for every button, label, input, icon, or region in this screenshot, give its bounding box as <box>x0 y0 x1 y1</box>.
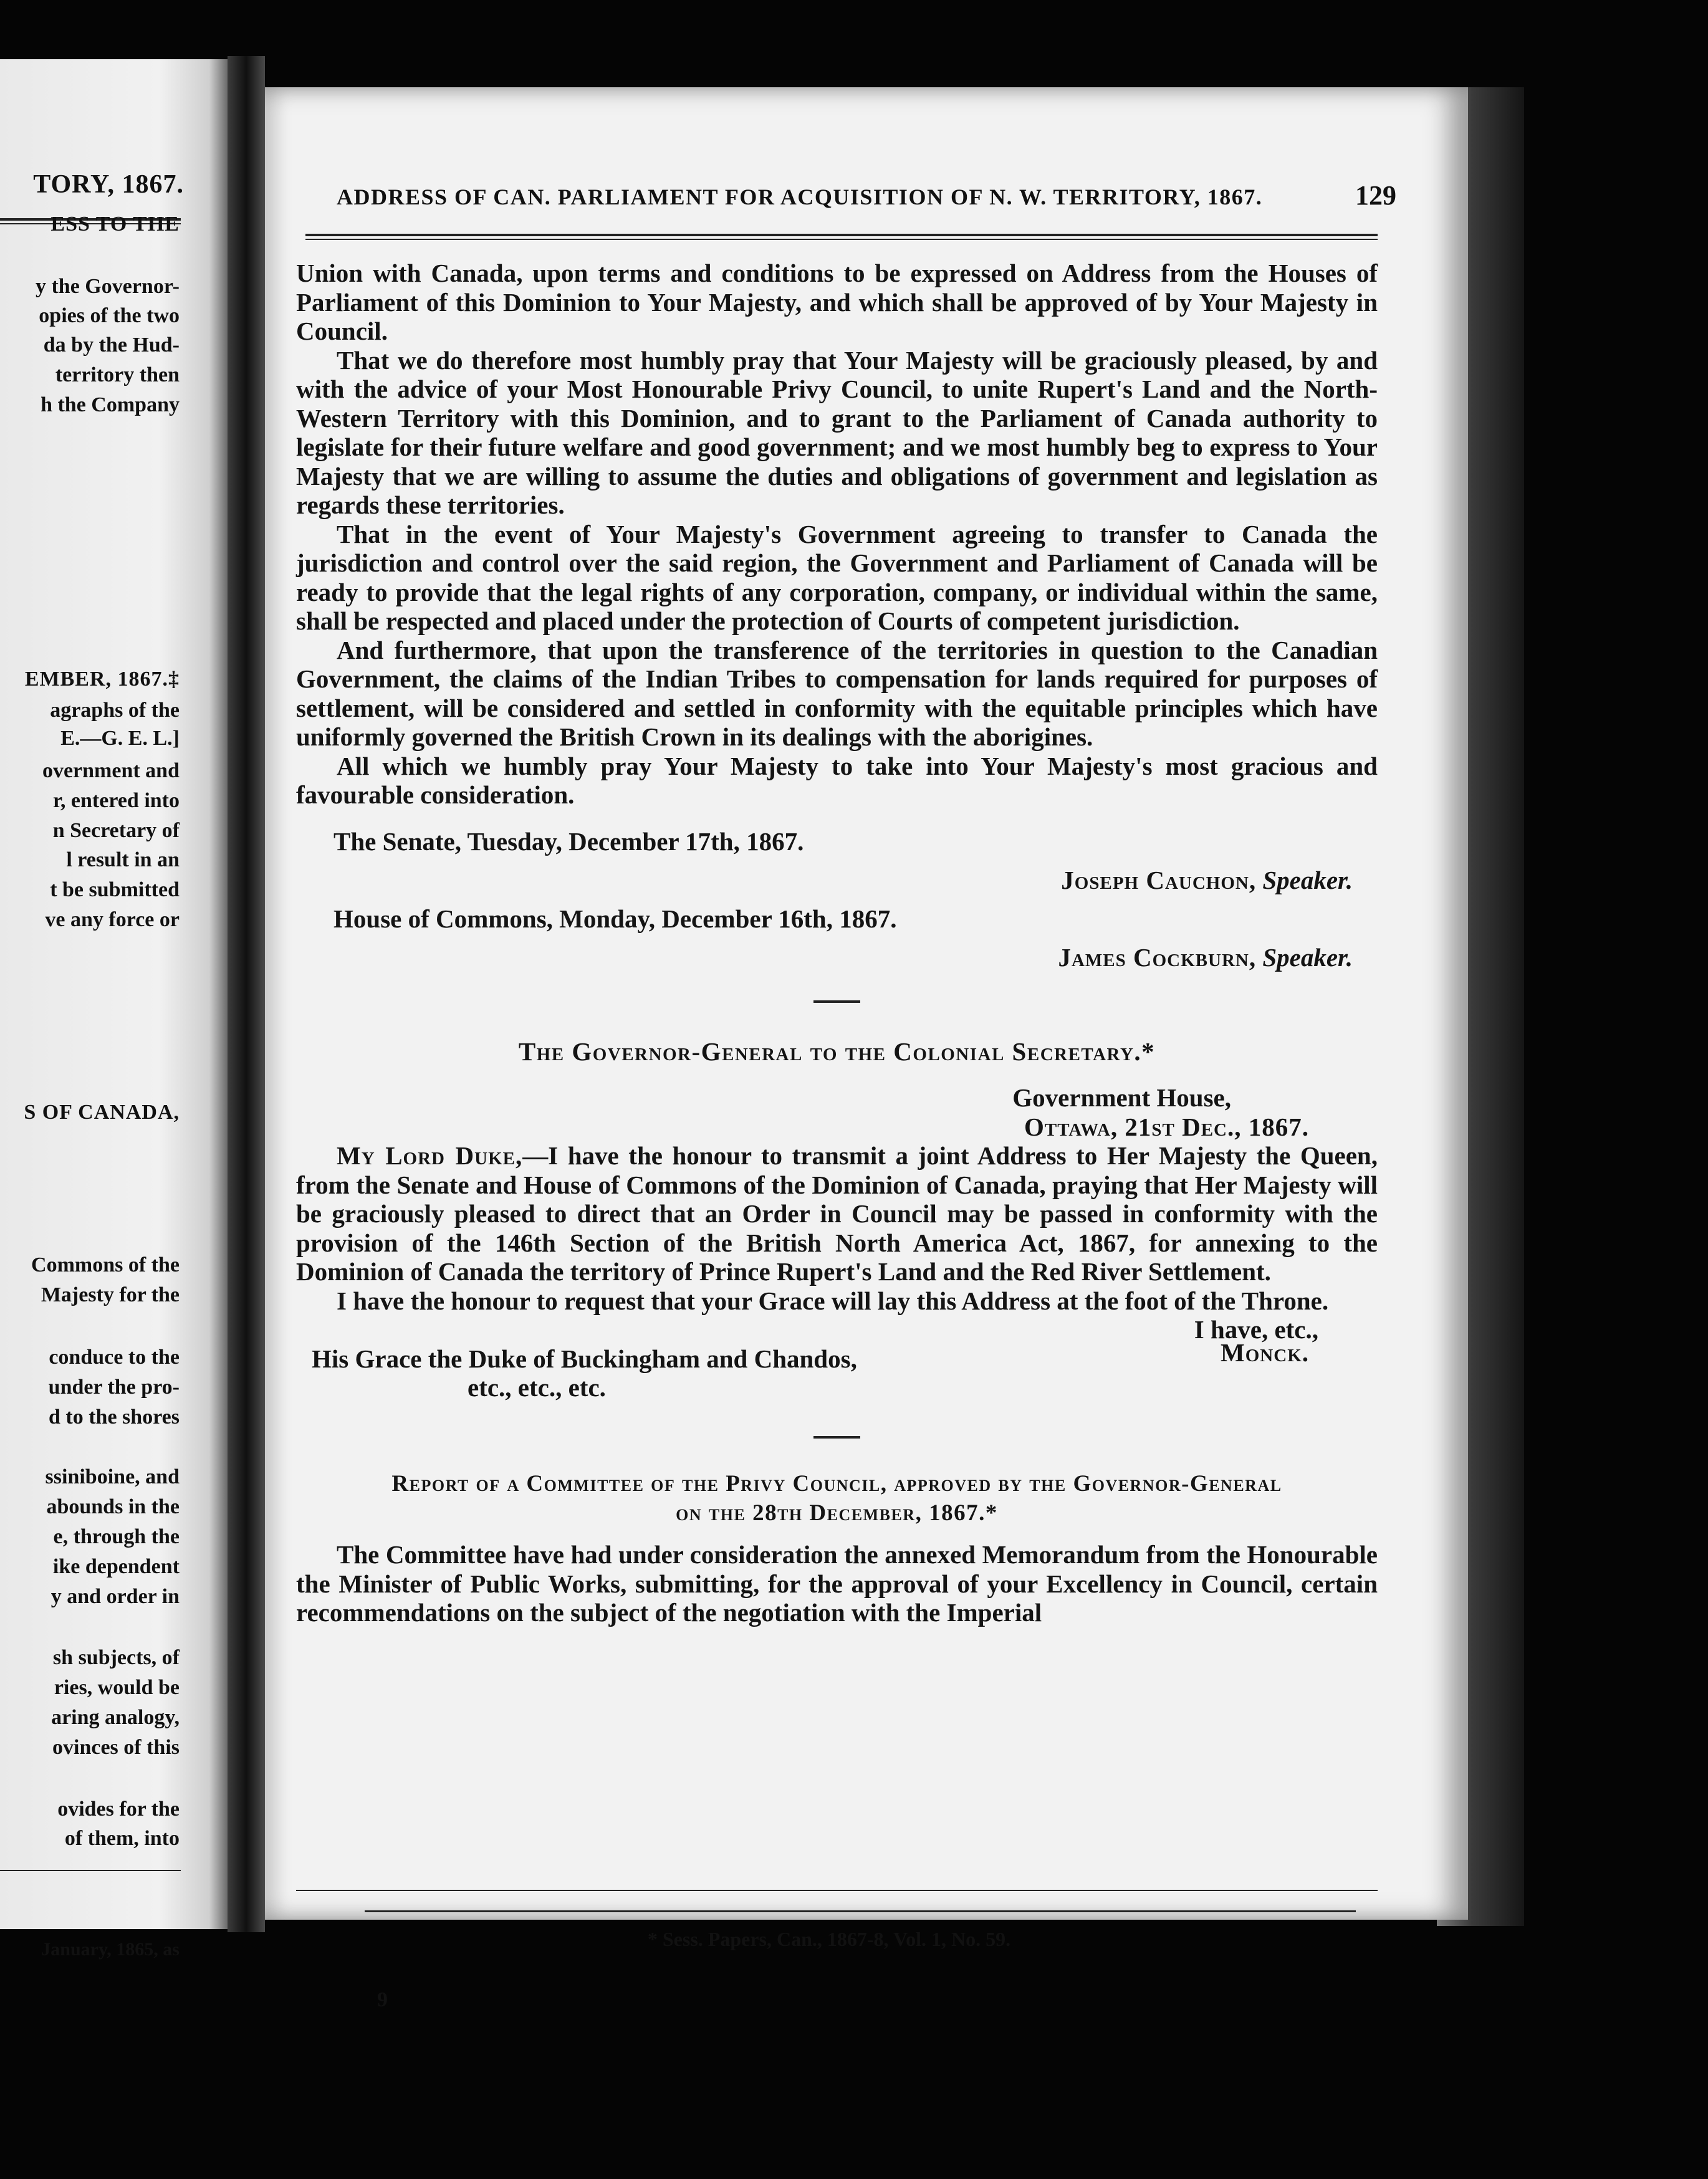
senate-date-block <box>296 827 1378 866</box>
facing-page-line: E.—G. E. L.] <box>60 727 180 750</box>
senate-speaker <box>1061 866 1353 895</box>
facing-page-line: d to the shores <box>49 1406 180 1429</box>
facing-page-line: ovides for the <box>57 1798 180 1821</box>
commons-speaker-name: James Cockburn, <box>1058 942 1257 972</box>
running-head-title: ADDRESS OF CAN. PARLIAMENT FOR ACQUISITION OF N. W. TERRITORY, 1867. <box>337 184 1263 209</box>
facing-page-line: aring analogy, <box>51 1706 180 1729</box>
facing-page-line: ssiniboine, and <box>45 1465 180 1488</box>
footer-rule <box>296 1890 1378 1891</box>
running-head <box>337 180 1396 211</box>
facing-page-line: overnment and <box>42 759 180 782</box>
facing-page-line: t be submitted <box>50 878 180 901</box>
facing-page-line: sh subjects, of <box>52 1646 180 1669</box>
letter-date: Ottawa, 21st Dec., 1867. <box>1024 1112 1309 1141</box>
facing-page-line: ovinces of this <box>52 1736 180 1759</box>
facing-page-line: h the Company <box>41 393 180 416</box>
letter-heading: The Governor-General to the Colonial Secretary.* <box>518 1037 1156 1066</box>
body-paragraph: Union with Canada, upon terms and conditions to be expressed on Address from the Houses of Parliament of this Dominion to Your Majesty, and which shall be approved of by Your Majesty in Council. <box>296 259 1378 345</box>
commons-date-block <box>296 904 1378 943</box>
facing-page-line: S OF CANADA, <box>24 1101 180 1124</box>
commons-date: House of Commons, Monday, December 16th, 1867. <box>333 904 897 933</box>
report-paragraph: The Committee have had under consideration the annexed Memorandum from the Honourable the Minister of Public Works, submitting, for the approval of your Excellency in Council, certain recommendations on the subject of the negotiation with the Imperial <box>296 1540 1378 1627</box>
report-heading: Report of a Committee of the Privy Council, approved by the Governor-General <box>391 1471 1282 1497</box>
letter-paragraph: I have the honour to request that your Grace will lay this Address at the foot of the Throne. <box>337 1286 1329 1315</box>
facing-page-line: n Secretary of <box>52 819 180 842</box>
senate-speaker-name: Joseph Cauchon, <box>1061 865 1257 894</box>
facing-page-line: EMBER, 1867.‡ <box>24 668 180 691</box>
letter-signature: Monck. <box>1221 1338 1309 1367</box>
footnote-rule <box>365 1910 1356 1912</box>
body-paragraph: That in the event of Your Majesty's Government agreeing to transfer to Canada the jurisdiction and control over the said region, the Government and Parliament of Canada will be ready to provide that the legal rights of any corporation, company, or individual within the same, shall be respected and placed under the protection of Courts of competent jurisdiction. <box>296 519 1378 635</box>
page-number: 129 <box>1355 180 1396 211</box>
facing-page-line: of them, into <box>64 1827 180 1850</box>
letter-closing: I have, etc., <box>1194 1315 1318 1344</box>
commons-speaker-title: Speaker. <box>1262 942 1353 972</box>
facing-page-line: under the pro- <box>48 1376 180 1399</box>
facing-page-footer-rule <box>0 1870 181 1871</box>
addressee-line: His Grace the Duke of Buckingham and Chandos, <box>312 1344 857 1373</box>
commons-speaker-block <box>296 943 1378 982</box>
signature-mark: 9 <box>377 1988 388 2011</box>
senate-date: The Senate, Tuesday, December 17th, 1867. <box>333 826 804 856</box>
facing-page-line: ries, would be <box>54 1676 180 1699</box>
letter-place: Government House, <box>1012 1083 1231 1112</box>
facing-page-line: da by the Hud- <box>43 333 180 357</box>
footnote: * Sess. Papers, Can., 1867-8, Vol. 1, No. 59. <box>647 1928 1011 1950</box>
facing-page-line: l result in an <box>66 848 180 871</box>
page-body <box>296 259 1378 1627</box>
senate-speaker-title: Speaker. <box>1262 865 1353 894</box>
senate-speaker-block <box>296 866 1378 904</box>
facing-page-line: Majesty for the <box>41 1283 180 1306</box>
addressee-line: etc., etc., etc. <box>468 1372 606 1402</box>
facing-page-line: ve any force or <box>45 908 180 931</box>
facing-page-line: r, entered into <box>52 789 180 812</box>
body-paragraph: That we do therefore most humbly pray that Your Majesty will be graciously pleased, by and with the advice of your Most Honourable Privy Council, to unite Rupert's Land and the North-Western Territory with this Dominion, and to grant to the Parliament of Canada authority to legislate for their future welfare and good government; and we most humbly beg to express to Your Majesty that we are willing to assume the duties and obligations of government and legislation as regards these territories. <box>296 345 1378 519</box>
facing-page-line: Commons of the <box>31 1253 180 1276</box>
header-rule <box>305 239 1378 240</box>
facing-page-line: conduce to the <box>49 1346 180 1369</box>
facing-page-line: abounds in the <box>46 1495 180 1518</box>
facing-page-line: agraphs of the <box>50 699 180 722</box>
facing-page-line: y and order in <box>50 1585 180 1608</box>
letter-paragraph-text: —I have the honour to transmit a joint Address to Her Majesty the Queen, from the Senate and House of Commons of the Dominion of Canada, praying that Her Majesty will be graciously pleased to direct that an Order in Council may be passed in conformity with the provision of the 146th Section of the British North America Act, 1867, for annexing to the Dominion of Canada the territory of Prince Rupert's Land and the Red River Settlement. <box>296 1141 1378 1286</box>
letter-salutation: My Lord Duke, <box>337 1141 523 1170</box>
report-heading: on the 28th December, 1867.* <box>676 1500 998 1526</box>
document-page <box>265 87 1468 2011</box>
body-paragraph: And furthermore, that upon the transference of the territories in question to the Canadian Government, the claims of the Indian Tribes to compensation for lands required for purposes of settlement, will be considered and settled in conformity with the equitable principles which have uniformly governed the British Crown in its dealings with the aborigines. <box>296 635 1378 751</box>
commons-speaker <box>1058 943 1353 972</box>
facing-page-line: January, 1865, as <box>41 1939 180 1960</box>
letter-paragraph <box>296 1141 1378 1286</box>
facing-page-line: opies of the two <box>39 304 180 327</box>
facing-page-running-head: TORY, 1867. <box>33 170 184 199</box>
book-gutter <box>228 56 265 1932</box>
facing-page-line: y the Governor- <box>35 275 180 298</box>
facing-page-line: ike dependent <box>52 1555 180 1578</box>
facing-page-line: ESS TO THE <box>50 213 180 236</box>
facing-page-line: e, through the <box>53 1525 180 1548</box>
header-rule <box>305 234 1378 236</box>
facing-page <box>0 59 228 1960</box>
facing-page-line: territory then <box>55 363 180 386</box>
addressee-row <box>296 1338 1378 1373</box>
body-paragraph: All which we humbly pray Your Majesty to take into Your Majesty's most gracious and favourable consideration. <box>296 751 1378 809</box>
